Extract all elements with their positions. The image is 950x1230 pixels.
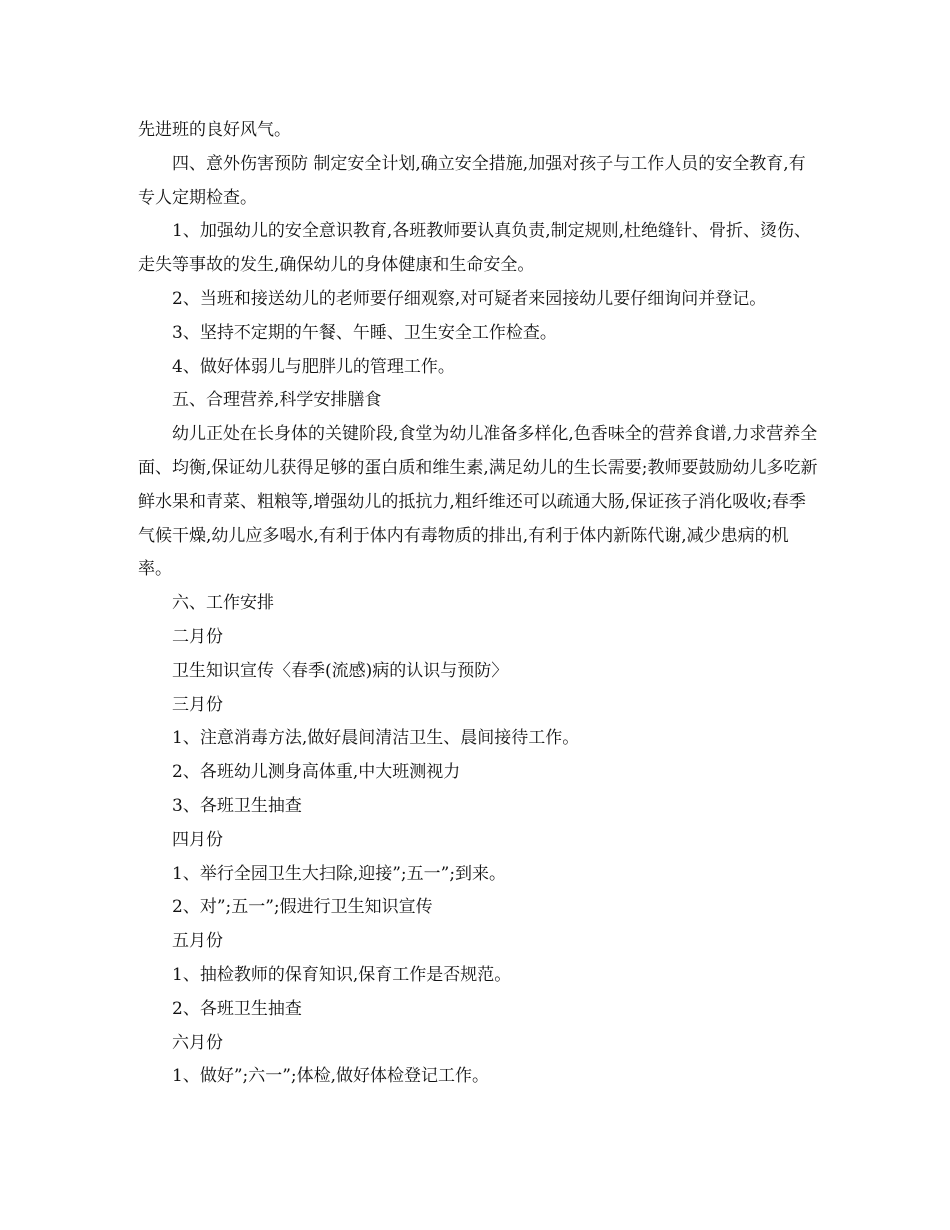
paragraph: 先进班的良好风气。 — [138, 120, 291, 140]
month-heading: 六月份 — [172, 1032, 223, 1053]
list-item: 2、当班和接送幼儿的老师要仔细观察,对可疑者来园接幼儿要仔细询问并登记。 — [172, 288, 767, 309]
list-item: 1、注意消毒方法,做好晨间清洁卫生、晨间接待工作。 — [172, 728, 580, 749]
month-heading: 二月份 — [172, 626, 223, 647]
month-heading: 四月份 — [172, 829, 223, 850]
list-item: 2、对”;五一”;假进行卫生知识宣传 — [172, 897, 433, 918]
document-body — [138, 114, 818, 1094]
list-item: 3、坚持不定期的午餐、午睡、卫生安全工作检查。 — [172, 322, 557, 343]
paragraph: 幼儿正处在长身体的关键阶段,食堂为幼儿准备多样化,色香味全的营养食谱,力求营养全面、均衡,保证幼儿获得足够的蛋白质和维生素,满足幼儿的生长需要;教师要鼓励幼儿多吃新鲜水果和青菜、粗粮等,增强幼儿的抵抗力,粗纤维还可以疏通大肠,保证孩子消化吸收;春季气候干燥,幼儿应多喝水,有利于体内有毒物质的排出,有利于体内新陈代谢,减少患病的机率。 — [138, 424, 818, 580]
month-heading: 五月份 — [172, 931, 223, 952]
month-heading: 三月份 — [172, 694, 223, 715]
section-heading-nutrition: 五、合理营养,科学安排膳食 — [172, 390, 382, 411]
list-item: 1、加强幼儿的安全意识教育,各班教师要认真负责,制定规则,杜绝缝针、骨折、烫伤、走失等事故的发生,确保幼儿的身体健康和生命安全。 — [138, 221, 812, 276]
list-item: 3、各班卫生抽查 — [172, 795, 302, 816]
list-item: 1、做好”;六一”;体检,做好体检登记工作。 — [172, 1066, 490, 1087]
section-heading-work-schedule: 六、工作安排 — [172, 593, 274, 614]
section-heading-accident-prevention: 四、意外伤害预防 制定安全计划,确立安全措施,加强对孩子与工作人员的安全教育,有专人定期检查。 — [138, 153, 806, 208]
list-item: 2、各班卫生抽查 — [172, 998, 302, 1019]
list-item: 1、抽检教师的保育知识,保育工作是否规范。 — [172, 964, 512, 985]
list-item: 4、做好体弱儿与肥胖儿的管理工作。 — [172, 356, 455, 377]
list-item: 2、各班幼儿测身高体重,中大班测视力 — [172, 762, 461, 783]
list-item: 卫生知识宣传〈春季(流感)病的认识与预防〉 — [172, 660, 509, 681]
list-item: 1、举行全园卫生大扫除,迎接”;五一”;到来。 — [172, 863, 507, 884]
